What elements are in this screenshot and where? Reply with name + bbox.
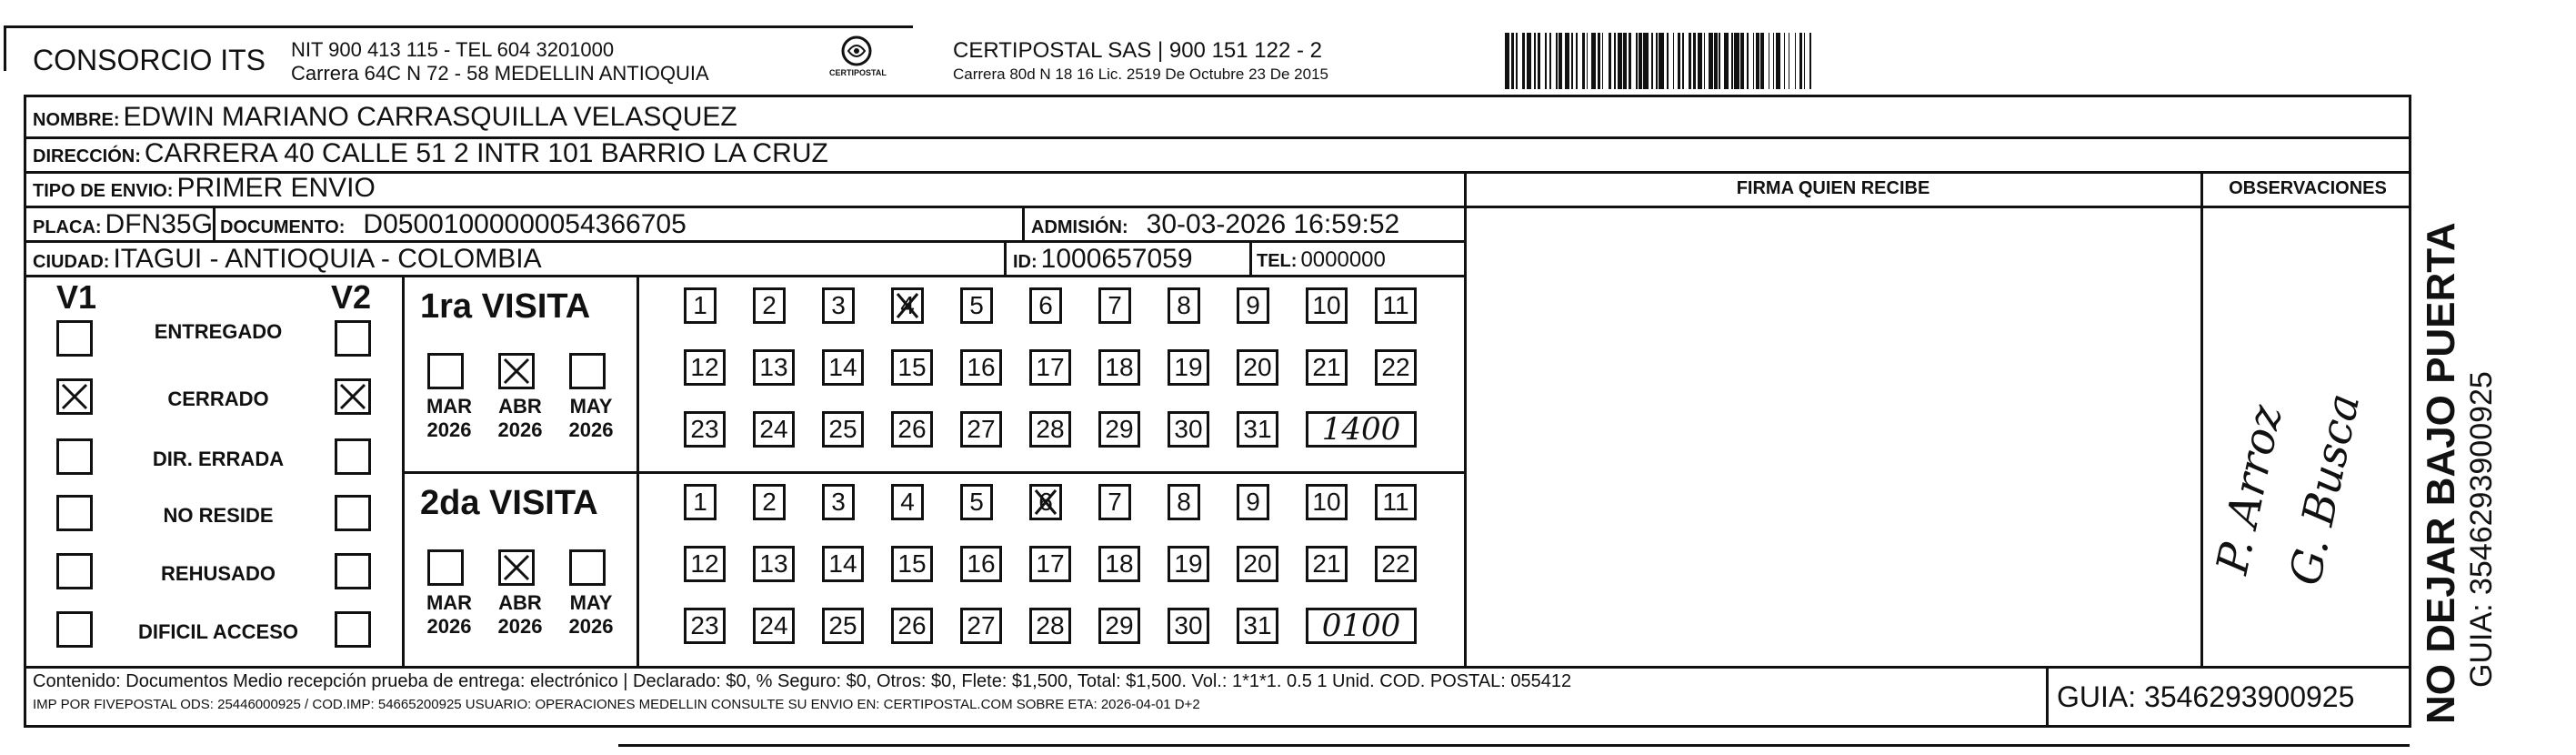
day-number: 5 — [969, 488, 984, 516]
v1-checkbox[interactable] — [56, 438, 93, 475]
status-option-label: REHUSADO — [161, 562, 276, 585]
id-cell — [1013, 244, 1193, 275]
day-box[interactable] — [753, 484, 786, 520]
day-number: 29 — [1105, 611, 1134, 639]
day-number: 12 — [690, 353, 719, 381]
day-number: 13 — [759, 353, 788, 381]
tipo-label: TIPO DE ENVIO: — [33, 181, 174, 201]
placa-divider — [213, 206, 216, 240]
day-number: 19 — [1174, 549, 1203, 578]
admision-cell — [1031, 209, 1399, 240]
hour-box[interactable]: 0100 — [1306, 608, 1417, 644]
day-number: 16 — [967, 549, 996, 578]
day-number: 20 — [1243, 549, 1272, 578]
direccion-label: DIRECCIÓN: — [33, 146, 141, 166]
day-box[interactable] — [1029, 546, 1071, 582]
barcode-space — [1811, 33, 1814, 89]
header-top-border — [4, 25, 913, 28]
day-number: 26 — [897, 611, 927, 639]
documento-label: DOCUMENTO: — [220, 217, 346, 237]
admision-divider — [1022, 206, 1025, 240]
day-number: 6 — [1038, 291, 1053, 319]
nombre-label: NOMBRE: — [33, 110, 120, 130]
day-number: 8 — [1177, 291, 1191, 319]
nombre-row — [33, 102, 737, 133]
day-number: 22 — [1381, 353, 1410, 381]
day-number: 18 — [1105, 353, 1134, 381]
check-x-icon — [59, 381, 90, 412]
day-number: 28 — [1036, 611, 1065, 639]
day-box[interactable] — [891, 349, 933, 386]
day-number: 15 — [897, 549, 927, 578]
logo-text: CERTIPOSTAL — [829, 68, 887, 77]
documento-cell — [220, 209, 687, 240]
day-number: 14 — [828, 549, 857, 578]
company-name: CONSORCIO ITS — [33, 44, 266, 76]
day-box[interactable] — [684, 484, 717, 520]
day-box[interactable] — [684, 411, 726, 448]
row-line — [24, 666, 2411, 669]
v1-checkbox[interactable] — [56, 611, 93, 648]
month-label — [491, 591, 549, 639]
direccion-row — [33, 138, 828, 169]
day-number: 23 — [690, 611, 719, 639]
day-box[interactable] — [753, 349, 795, 386]
v1-checkbox[interactable] — [56, 378, 93, 415]
day-box[interactable] — [822, 287, 855, 324]
day-box[interactable] — [1098, 484, 1131, 520]
day-box[interactable] — [960, 287, 993, 324]
day-box[interactable] — [1168, 608, 1209, 644]
day-number: 26 — [897, 415, 927, 443]
day-number: 11 — [1382, 488, 1409, 516]
day-box[interactable] — [1098, 608, 1140, 644]
day-box[interactable] — [891, 411, 933, 448]
day-box[interactable] — [1375, 349, 1417, 386]
day-number: 7 — [1108, 488, 1122, 516]
day-number: 30 — [1174, 611, 1203, 639]
day-number: 24 — [759, 611, 788, 639]
id-divider — [1004, 240, 1007, 275]
month-checkbox[interactable] — [498, 353, 535, 389]
visit-separator — [402, 471, 1466, 474]
visit-divider — [402, 275, 405, 666]
barcode — [1505, 33, 1815, 89]
side-text-warning: NO DEJAR BAJO PUERTA — [2419, 222, 2463, 724]
month-label — [420, 591, 478, 639]
day-box[interactable] — [1029, 287, 1062, 324]
v1-label: V1 — [56, 278, 97, 316]
documento-value: D05001000000054366705 — [363, 209, 687, 239]
day-number: 25 — [828, 611, 857, 639]
day-box[interactable] — [1029, 411, 1071, 448]
firma-header-line — [1464, 206, 2411, 208]
placa-cell — [33, 209, 213, 240]
month-name: ABR — [498, 395, 542, 418]
day-number: 9 — [1246, 488, 1260, 516]
row-line — [24, 275, 1466, 277]
day-box[interactable] — [1306, 546, 1348, 582]
day-box[interactable] — [960, 349, 1002, 386]
footer-imp: IMP POR FIVEPOSTAL ODS: 25446000925 / COD.IMP: 54665200925 USUARIO: OPERACIONES MEDELLIN CONSULTE SU ENVIO EN: CERTIPOSTAL.COM SOBRE ETA: 2026-04-01 D+2 — [33, 697, 1200, 712]
status-option-label: DIR. ERRADA — [152, 448, 285, 470]
month-checkbox[interactable] — [427, 549, 464, 586]
day-box[interactable] — [684, 608, 726, 644]
check-x-icon — [894, 290, 921, 321]
status-option-label: DIFICIL ACCESO — [137, 620, 298, 643]
day-box[interactable] — [822, 546, 864, 582]
day-box[interactable] — [1237, 349, 1278, 386]
id-label: ID: — [1013, 252, 1037, 272]
day-box[interactable] — [891, 546, 933, 582]
obs-divider — [2200, 171, 2203, 668]
day-box[interactable] — [1375, 546, 1417, 582]
tipo-row — [33, 173, 376, 204]
nombre-value: EDWIN MARIANO CARRASQUILLA VELASQUEZ — [123, 102, 737, 132]
day-number: 2 — [762, 488, 777, 516]
v2-checkbox[interactable] — [335, 438, 371, 475]
tel-value: 0000000 — [1300, 247, 1386, 272]
ciudad-cell — [33, 244, 542, 275]
hour-box[interactable]: 1400 — [1306, 411, 1417, 448]
day-number: 4 — [900, 488, 915, 516]
admision-value: 30-03-2026 16:59:52 — [1146, 209, 1400, 239]
day-number: 9 — [1246, 291, 1260, 319]
day-box[interactable] — [753, 411, 795, 448]
day-number: 10 — [1312, 488, 1341, 516]
day-number: 10 — [1312, 291, 1341, 319]
admision-label: ADMISIÓN: — [1031, 217, 1128, 237]
check-x-icon — [501, 356, 532, 387]
day-box[interactable] — [1098, 349, 1140, 386]
day-box[interactable] — [684, 349, 726, 386]
visit-title: 1ra VISITA — [420, 287, 591, 326]
day-number: 6 — [1038, 488, 1053, 516]
day-number: 17 — [1036, 549, 1065, 578]
direccion-value: CARRERA 40 CALLE 51 2 INTR 101 BARRIO LA CRUZ — [144, 138, 828, 168]
day-box[interactable] — [1237, 608, 1278, 644]
day-box[interactable] — [822, 484, 855, 520]
v2-checkbox[interactable] — [335, 320, 371, 357]
visit-title: 2da VISITA — [420, 484, 598, 522]
month-year: 2026 — [426, 418, 472, 441]
month-name: MAY — [569, 591, 613, 614]
status-option-label: NO RESIDE — [163, 504, 274, 527]
side-text-guia: GUIA: 3546293900925 — [2464, 371, 2499, 688]
day-box[interactable] — [1098, 287, 1131, 324]
day-number: 29 — [1105, 415, 1134, 443]
bottom-rule — [618, 744, 2410, 747]
check-x-icon — [337, 381, 368, 412]
day-box[interactable] — [1029, 608, 1071, 644]
day-number: 30 — [1174, 415, 1203, 443]
status-option-label: ENTREGADO — [154, 320, 283, 343]
side-text — [2419, 87, 2500, 724]
day-number: 23 — [690, 415, 719, 443]
day-number: 27 — [967, 415, 996, 443]
day-number: 21 — [1312, 549, 1341, 578]
day-box[interactable] — [891, 608, 933, 644]
month-year: 2026 — [568, 418, 614, 441]
footer-guia: GUIA: 3546293900925 — [2057, 680, 2355, 713]
month-name: MAR — [426, 591, 473, 614]
day-number: 7 — [1108, 291, 1122, 319]
month-checkbox[interactable] — [569, 353, 606, 389]
day-number: 12 — [690, 549, 719, 578]
footer-content: Contenido: Documentos Medio recepción prueba de entrega: electrónico | Declarado: $0, % Seguro: $0, Otros: $0, Flete: $1,500, Total: $1,500. Vol.: 1*1*1. 0.5 1 Unid. COD. POSTAL: 055412 — [33, 671, 1572, 691]
day-number: 3 — [831, 291, 846, 319]
day-box[interactable] — [1237, 484, 1269, 520]
carrier-address: Carrera 80d N 18 16 Lic. 2519 De Octubre 23 De 2015 — [953, 65, 1328, 83]
company-address: Carrera 64C N 72 - 58 MEDELLIN ANTIOQUIA — [291, 62, 709, 85]
day-box[interactable] — [1168, 411, 1209, 448]
day-number: 25 — [828, 415, 857, 443]
day-box[interactable] — [1237, 287, 1269, 324]
month-label — [491, 395, 549, 442]
month-label — [420, 395, 478, 442]
day-box[interactable] — [822, 349, 864, 386]
v1-checkbox[interactable] — [56, 320, 93, 357]
day-box[interactable] — [1237, 411, 1278, 448]
day-box[interactable] — [1375, 484, 1417, 520]
day-box[interactable] — [822, 411, 864, 448]
day-number: 3 — [831, 488, 846, 516]
header-left-border — [4, 25, 6, 71]
firma-divider — [1464, 171, 1467, 668]
day-number: 31 — [1243, 611, 1272, 639]
month-label — [562, 395, 620, 442]
day-box[interactable] — [684, 287, 717, 324]
month-year: 2026 — [426, 615, 472, 638]
v2-checkbox[interactable] — [335, 553, 371, 589]
day-box[interactable] — [1098, 546, 1140, 582]
day-box[interactable] — [1029, 349, 1071, 386]
month-year: 2026 — [568, 615, 614, 638]
day-box[interactable] — [1306, 484, 1348, 520]
day-number: 18 — [1105, 549, 1134, 578]
day-number: 8 — [1177, 488, 1191, 516]
day-number: 21 — [1312, 353, 1341, 381]
day-number: 4 — [900, 291, 915, 319]
tipo-value: PRIMER ENVIO — [176, 173, 376, 203]
day-box[interactable] — [960, 608, 1002, 644]
v2-checkbox[interactable] — [335, 495, 371, 531]
v2-label: V2 — [331, 278, 372, 316]
day-box[interactable] — [684, 546, 726, 582]
obs-line-1: P. Arroz — [2207, 400, 2292, 579]
day-box[interactable] — [753, 608, 795, 644]
status-option-label: CERRADO — [167, 388, 269, 410]
day-number: 15 — [897, 353, 927, 381]
day-grid-divider — [636, 275, 639, 666]
day-box[interactable] — [1375, 287, 1417, 324]
footer-guia-divider — [2046, 666, 2049, 728]
carrier-name: CERTIPOSTAL SAS | 900 151 122 - 2 — [953, 38, 1322, 63]
day-number: 5 — [969, 291, 984, 319]
v1-checkbox[interactable] — [56, 495, 93, 531]
day-number: 28 — [1036, 415, 1065, 443]
day-number: 1 — [693, 291, 707, 319]
ciudad-label: CIUDAD: — [33, 252, 110, 272]
day-box[interactable] — [1168, 349, 1209, 386]
day-number: 24 — [759, 415, 788, 443]
day-box[interactable] — [1168, 484, 1200, 520]
month-name: MAY — [569, 395, 613, 418]
day-number: 2 — [762, 291, 777, 319]
month-checkbox[interactable] — [569, 549, 606, 586]
certipostal-logo-icon — [839, 35, 874, 67]
v2-checkbox[interactable] — [335, 611, 371, 648]
day-number: 20 — [1243, 353, 1272, 381]
obs-line-2: G. Busca — [2280, 388, 2371, 590]
day-number: 31 — [1243, 415, 1272, 443]
day-box[interactable] — [960, 484, 993, 520]
observaciones-header: OBSERVACIONES — [2229, 178, 2387, 198]
day-number: 27 — [967, 611, 996, 639]
day-box[interactable] — [960, 546, 1002, 582]
month-checkbox[interactable] — [427, 353, 464, 389]
day-box[interactable] — [753, 546, 795, 582]
v2-checkbox[interactable] — [335, 378, 371, 415]
tel-cell — [1257, 247, 1386, 273]
id-value: 1000657059 — [1040, 244, 1193, 274]
day-number: 1 — [693, 488, 707, 516]
row-line — [24, 171, 2411, 174]
firma-header: FIRMA QUIEN RECIBE — [1736, 178, 1930, 198]
tel-label: TEL: — [1257, 251, 1298, 271]
v1-checkbox[interactable] — [56, 553, 93, 589]
day-box[interactable] — [822, 608, 864, 644]
day-box[interactable] — [891, 484, 924, 520]
day-box[interactable] — [891, 287, 924, 324]
placa-value: DFN35G — [105, 209, 213, 239]
day-number: 13 — [759, 549, 788, 578]
day-box[interactable] — [1306, 349, 1348, 386]
day-box[interactable] — [1237, 546, 1278, 582]
check-x-icon — [1032, 487, 1059, 518]
month-label — [562, 591, 620, 639]
check-x-icon — [501, 552, 532, 583]
tel-divider — [1249, 240, 1252, 275]
day-box[interactable] — [1098, 411, 1140, 448]
day-box[interactable] — [1306, 287, 1348, 324]
day-number: 14 — [828, 353, 857, 381]
day-number: 22 — [1381, 549, 1410, 578]
placa-label: PLACA: — [33, 217, 102, 237]
day-box[interactable] — [1029, 484, 1062, 520]
observaciones-handwriting — [2207, 327, 2371, 646]
company-nit: NIT 900 413 115 - TEL 604 3201000 — [291, 38, 615, 61]
month-year: 2026 — [497, 615, 543, 638]
certipostal-logo — [829, 35, 887, 77]
month-name: MAR — [426, 395, 473, 418]
day-number: 17 — [1036, 353, 1065, 381]
day-box[interactable] — [960, 411, 1002, 448]
month-name: ABR — [498, 591, 542, 614]
day-box[interactable] — [1168, 546, 1209, 582]
day-number: 19 — [1174, 353, 1203, 381]
month-checkbox[interactable] — [498, 549, 535, 586]
day-number: 11 — [1382, 291, 1409, 319]
month-year: 2026 — [497, 418, 543, 441]
day-number: 16 — [967, 353, 996, 381]
ciudad-value: ITAGUI - ANTIOQUIA - COLOMBIA — [113, 244, 542, 274]
day-box[interactable] — [1168, 287, 1200, 324]
day-box[interactable] — [753, 287, 786, 324]
